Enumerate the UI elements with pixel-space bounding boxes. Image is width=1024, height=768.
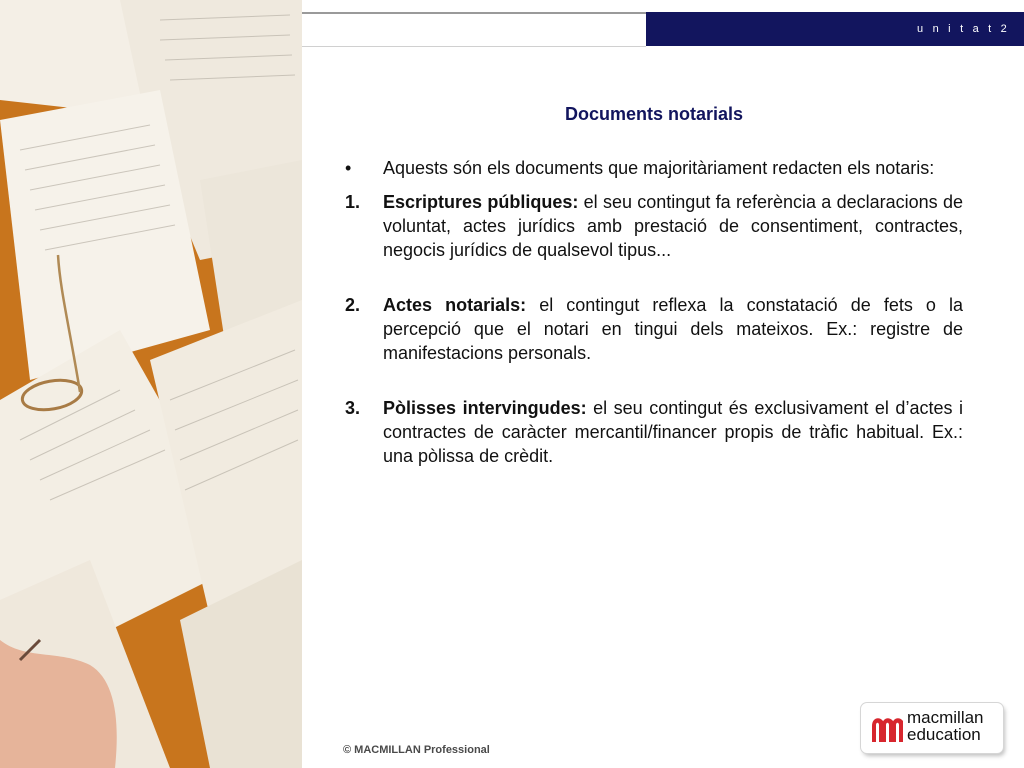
- item-text: el contingut reflexa la constatació de fets o la percepció que el notari en tingui dels mateixos. Ex.: registre de manifestacions personals.: [383, 295, 964, 363]
- paperwork-desk-illustration: [0, 0, 302, 768]
- item-number: 3.: [345, 398, 361, 418]
- header-unit-bar: [646, 12, 1024, 46]
- slide-content: [345, 156, 963, 468]
- logo-text-education: education: [907, 725, 981, 744]
- unit-label: u n i t a t 2: [917, 23, 1010, 35]
- item-text: el seu contingut fa referència a declaracions de voluntat, actes jurídics amb prestació de consentiment, contractes, negocis jurídics de qualsevol tipus...: [383, 192, 963, 260]
- list-item-escriptures: [345, 190, 963, 262]
- macmillan-mark-icon: [870, 712, 904, 744]
- copyright-footer: © MACMILLAN Professional: [343, 744, 490, 756]
- slide-title: Documents notarials: [564, 104, 744, 124]
- list-item-actes: [345, 293, 963, 365]
- decorative-photo-panel: [0, 0, 302, 768]
- logo-text-macmillan: macmillan: [907, 708, 984, 727]
- item-text: el seu contingut és exclusivament el d’actes i contractes de caràcter mercantil/financer propis de tràfic habitual. Ex.: una pòlissa de crèdit.: [383, 398, 963, 466]
- item-number: 1.: [345, 192, 361, 212]
- item-number: 2.: [345, 295, 361, 315]
- header-blank-bar: [302, 14, 646, 47]
- intro-bullet: [345, 156, 963, 180]
- list-item-polisses: [345, 396, 963, 468]
- intro-text: Aquests són els documents que majoritàriament redacten els notaris:: [383, 158, 935, 178]
- item-term: Actes notarials:: [383, 295, 527, 315]
- bullet-marker: •: [345, 158, 352, 178]
- item-term: Pòlisses intervingudes:: [383, 398, 587, 418]
- item-term: Escriptures públiques:: [383, 192, 579, 212]
- macmillan-education-logo: [861, 703, 1003, 753]
